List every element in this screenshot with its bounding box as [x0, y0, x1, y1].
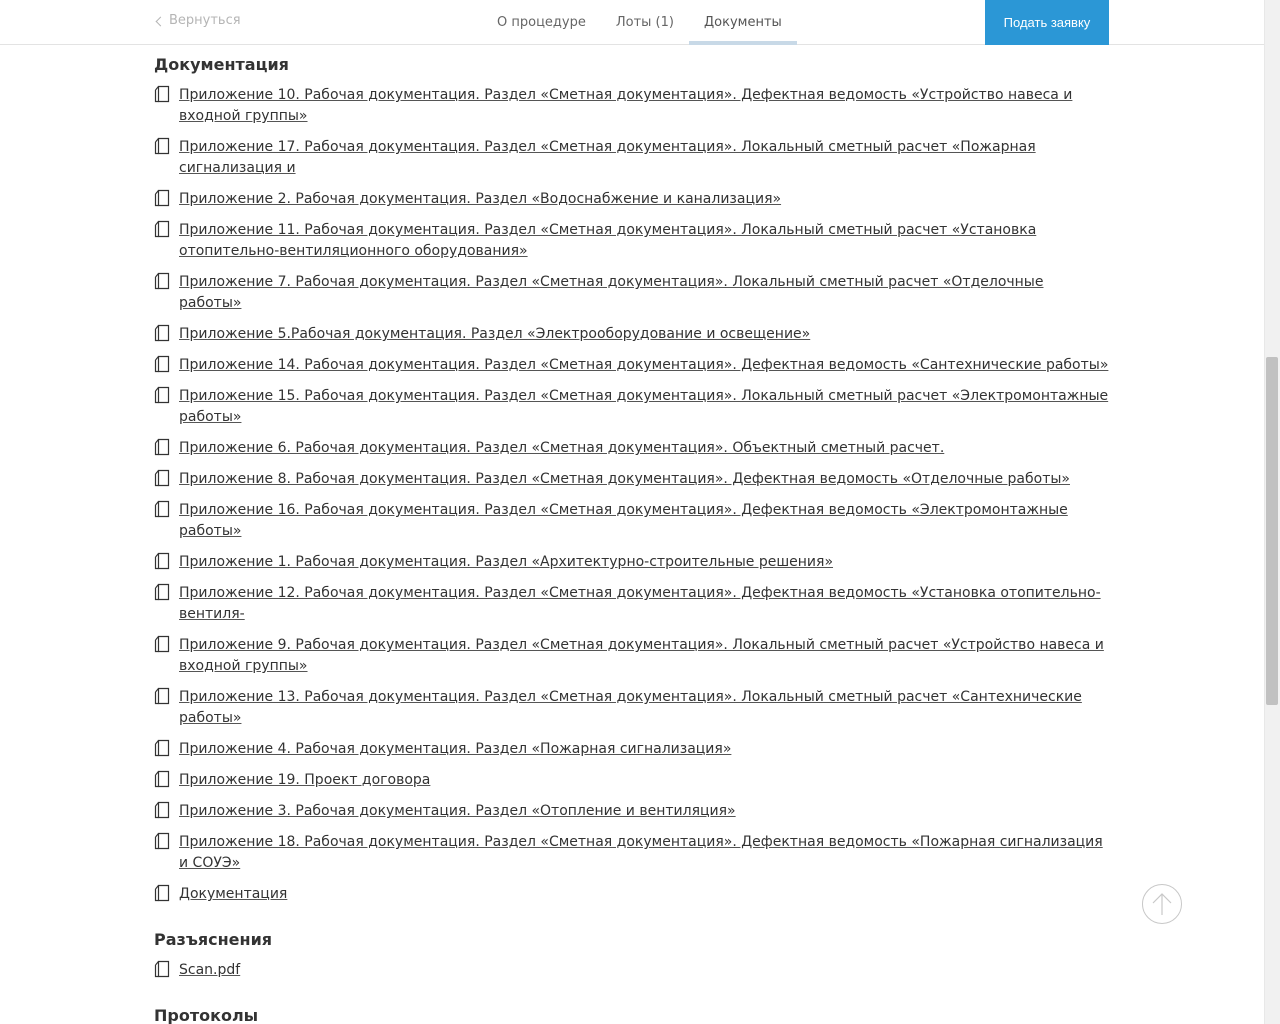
back-link[interactable]	[157, 13, 241, 28]
document-link[interactable]: Приложение 11. Рабочая документация. Раздел «Сметная документация». Локальный сметный расчет «Установка отопительно-вентиляционного оборудования»	[179, 222, 1037, 259]
document-icon	[154, 884, 170, 902]
document-icon	[154, 801, 170, 819]
document-icon	[154, 220, 170, 238]
document-item	[154, 500, 1109, 542]
document-icon	[154, 469, 170, 487]
document-link[interactable]: Scan.pdf	[179, 962, 241, 978]
document-link[interactable]: Приложение 1. Рабочая документация. Раздел «Архитектурно-строительные решения»	[179, 554, 834, 570]
document-link[interactable]: Приложение 5.Рабочая документация. Раздел «Электрооборудование и освещение»	[179, 326, 811, 342]
arrow-up-icon	[1151, 891, 1173, 917]
submit-application-button[interactable]: Подать заявку	[985, 0, 1109, 45]
document-item	[154, 635, 1109, 677]
documentation-list	[154, 85, 1109, 905]
document-item	[154, 189, 1109, 210]
document-item	[154, 770, 1109, 791]
document-link[interactable]: Приложение 2. Рабочая документация. Раздел «Водоснабжение и канализация»	[179, 191, 782, 207]
document-link[interactable]: Приложение 19. Проект договора	[179, 772, 431, 788]
document-link[interactable]: Приложение 15. Рабочая документация. Раздел «Сметная документация». Локальный сметный расчет «Электромонтажные работы»	[179, 388, 1109, 425]
document-link[interactable]: Приложение 7. Рабочая документация. Раздел «Сметная документация». Локальный сметный расчет «Отделочные работы»	[179, 274, 1044, 311]
document-item	[154, 960, 1109, 981]
document-icon	[154, 386, 170, 404]
document-item	[154, 801, 1109, 822]
document-icon	[154, 85, 170, 103]
section-title-documentation: Документация	[154, 55, 289, 74]
document-item	[154, 137, 1109, 179]
document-link[interactable]: Приложение 3. Рабочая документация. Раздел «Отопление и вентиляция»	[179, 803, 736, 819]
top-navigation	[0, 0, 1264, 45]
document-icon	[154, 189, 170, 207]
document-icon	[154, 770, 170, 788]
document-item	[154, 687, 1109, 729]
section-title-protocols: Протоколы	[154, 1006, 259, 1024]
document-icon	[154, 739, 170, 757]
document-item	[154, 739, 1109, 760]
document-link[interactable]: Приложение 14. Рабочая документация. Раздел «Сметная документация». Дефектная ведомость «Сантехнические работы»	[179, 357, 1109, 373]
document-item	[154, 324, 1109, 345]
scrollbar-thumb[interactable]	[1266, 357, 1278, 705]
tab-documents[interactable]: Документы	[689, 0, 797, 45]
section-title-clarifications: Разъяснения	[154, 930, 273, 949]
document-link[interactable]: Приложение 13. Рабочая документация. Раздел «Сметная документация». Локальный сметный расчет «Сантехнические работы»	[179, 689, 1082, 726]
document-item	[154, 272, 1109, 314]
document-item	[154, 85, 1109, 127]
document-link[interactable]: Приложение 12. Рабочая документация. Раздел «Сметная документация». Дефектная ведомость «Установка отопительно-вентиля-	[179, 585, 1101, 622]
document-icon	[154, 687, 170, 705]
chevron-left-icon	[156, 16, 166, 26]
document-link[interactable]: Приложение 16. Рабочая документация. Раздел «Сметная документация». Дефектная ведомость «Электромонтажные работы»	[179, 502, 1068, 539]
document-link[interactable]: Приложение 10. Рабочая документация. Раздел «Сметная документация». Дефектная ведомость «Устройство навеса и входной группы»	[179, 87, 1073, 124]
documents-content	[154, 54, 1109, 1024]
document-icon	[154, 324, 170, 342]
document-link[interactable]: Документация	[179, 886, 288, 902]
document-link[interactable]: Приложение 6. Рабочая документация. Раздел «Сметная документация». Объектный сметный расчет.	[179, 440, 945, 456]
document-item	[154, 552, 1109, 573]
tab-bar	[482, 0, 797, 45]
document-item	[154, 884, 1109, 905]
document-item	[154, 220, 1109, 262]
document-item	[154, 469, 1109, 490]
clarifications-list	[154, 960, 1109, 981]
tab-procedure[interactable]: О процедуре	[497, 15, 586, 30]
tab-lots[interactable]: Лоты (1)	[615, 15, 674, 30]
document-link[interactable]: Приложение 18. Рабочая документация. Раздел «Сметная документация». Дефектная ведомость «Пожарная сигнализация и СОУЭ»	[179, 834, 1103, 871]
scroll-to-top-button[interactable]	[1142, 884, 1182, 924]
document-item	[154, 832, 1109, 874]
document-item	[154, 386, 1109, 428]
back-label: Вернуться	[169, 13, 241, 28]
document-link[interactable]: Приложение 17. Рабочая документация. Раздел «Сметная документация». Локальный сметный расчет «Пожарная сигнализация и	[179, 139, 1036, 176]
document-item	[154, 438, 1109, 459]
document-item	[154, 583, 1109, 625]
document-icon	[154, 272, 170, 290]
document-icon	[154, 635, 170, 653]
document-link[interactable]: Приложение 8. Рабочая документация. Раздел «Сметная документация». Дефектная ведомость «Отделочные работы»	[179, 471, 1070, 487]
document-link[interactable]: Приложение 9. Рабочая документация. Раздел «Сметная документация». Локальный сметный расчет «Устройство навеса и входной группы»	[179, 637, 1104, 674]
document-icon	[154, 438, 170, 456]
document-icon	[154, 137, 170, 155]
document-icon	[154, 960, 170, 978]
document-icon	[154, 552, 170, 570]
document-icon	[154, 355, 170, 373]
document-icon	[154, 583, 170, 601]
document-icon	[154, 500, 170, 518]
document-icon	[154, 832, 170, 850]
document-link[interactable]: Приложение 4. Рабочая документация. Раздел «Пожарная сигнализация»	[179, 741, 732, 757]
document-item	[154, 355, 1109, 376]
